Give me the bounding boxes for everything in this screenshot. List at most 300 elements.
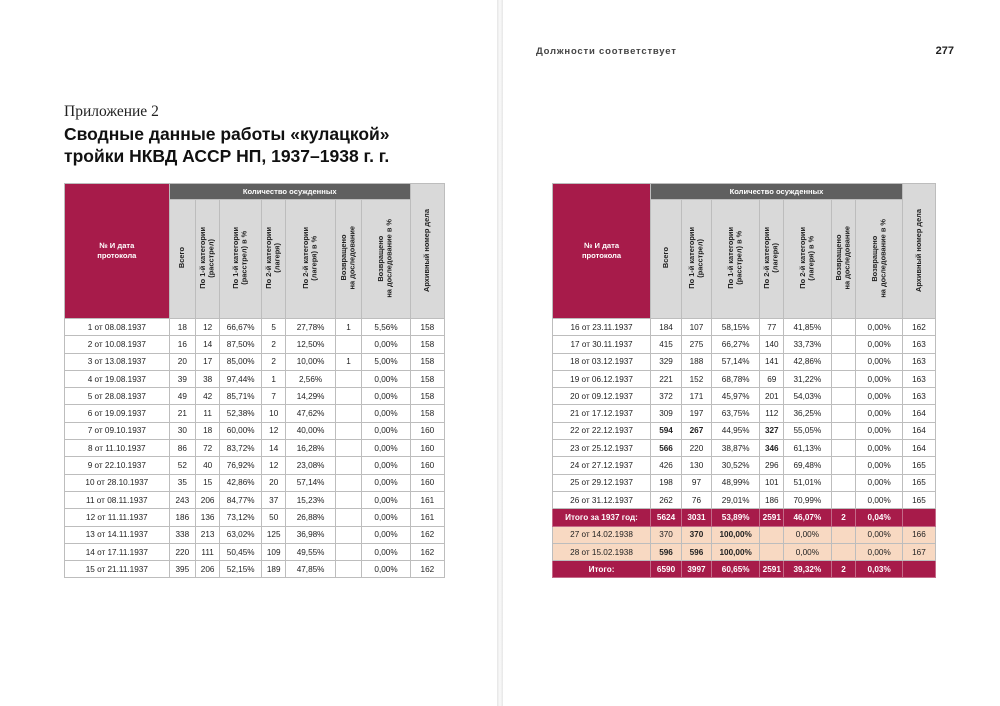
- cat2-pct-cell: 26,88%: [286, 509, 336, 526]
- cat2-cell: 2: [262, 336, 286, 353]
- returned-cell: [831, 422, 856, 439]
- archive-cell: 158: [410, 336, 444, 353]
- cat2-cell: 7: [262, 388, 286, 405]
- table-row: [553, 474, 936, 491]
- cat2-cell: 189: [262, 561, 286, 578]
- total-cell: 184: [651, 319, 682, 336]
- total-cell: 21: [169, 405, 195, 422]
- cat1-pct-cell: 44,95%: [711, 422, 760, 439]
- table-row: [553, 336, 936, 353]
- total-cell: 566: [651, 440, 682, 457]
- cat2-cell: 296: [760, 457, 784, 474]
- cat2-cell: 37: [262, 491, 286, 508]
- cat1-cell: 12: [196, 319, 220, 336]
- appendix-label: Приложение 2: [64, 103, 159, 120]
- cat2-cell: 109: [262, 543, 286, 560]
- cat1-pct-cell: 53,89%: [711, 509, 760, 526]
- returned-cell: [335, 422, 361, 439]
- cat2-pct-cell: 54,03%: [784, 388, 831, 405]
- returned-cell: 2: [831, 561, 856, 578]
- cat2-pct-cell: 12,50%: [286, 336, 336, 353]
- protocol-cell: 28 от 15.02.1938: [553, 543, 651, 560]
- table-row: [553, 353, 936, 370]
- total-cell: 86: [169, 440, 195, 457]
- table-row: [553, 422, 936, 439]
- returned-pct-cell: 0,00%: [362, 561, 411, 578]
- returned-cell: [335, 370, 361, 387]
- cat2-pct-cell: 51,01%: [784, 474, 831, 491]
- total-cell: 243: [169, 491, 195, 508]
- protocol-cell: 5 от 28.08.1937: [65, 388, 170, 405]
- total-cell: 372: [651, 388, 682, 405]
- cat2-cell: 50: [262, 509, 286, 526]
- protocol-cell: 4 от 19.08.1937: [65, 370, 170, 387]
- table-row: [553, 457, 936, 474]
- total-cell: 16: [169, 336, 195, 353]
- cat2-cell: 5: [262, 319, 286, 336]
- left-table: [64, 183, 445, 578]
- returned-pct-cell: 0,00%: [362, 543, 411, 560]
- returned-pct-cell: 0,00%: [856, 543, 902, 560]
- cat1-pct-cell: 48,99%: [711, 474, 760, 491]
- total-cell: 49: [169, 388, 195, 405]
- cat1-pct-cell: 85,00%: [220, 353, 262, 370]
- archive-cell: 160: [410, 440, 444, 457]
- cat1-cell: 14: [196, 336, 220, 353]
- cat2-pct-cell: 2,56%: [286, 370, 336, 387]
- table-row: [553, 405, 936, 422]
- cat2-cell: 10: [262, 405, 286, 422]
- protocol-cell: 2 от 10.08.1937: [65, 336, 170, 353]
- protocol-cell: 15 от 21.11.1937: [65, 561, 170, 578]
- total-cell: 596: [651, 543, 682, 560]
- cat2-pct-cell: 41,85%: [784, 319, 831, 336]
- cat1-cell: 152: [682, 370, 712, 387]
- cat1-pct-cell: 68,78%: [711, 370, 760, 387]
- returned-cell: [335, 561, 361, 578]
- table-row: [65, 405, 445, 422]
- appendix-title: Сводные данные работы «кулацкой» тройки НКВД АССР НП, 1937–1938 г. г.: [64, 124, 390, 166]
- table-row: [65, 336, 445, 353]
- cat2-header: По 2-й категории (лагеря): [760, 200, 784, 319]
- total-cell: 186: [169, 509, 195, 526]
- protocol-cell: 1 от 08.08.1937: [65, 319, 170, 336]
- cat2-cell: 125: [262, 526, 286, 543]
- cat1-cell: 3997: [682, 561, 712, 578]
- convicted-group-header: Количество осужденных: [651, 184, 903, 200]
- returned-pct-cell: 0,00%: [856, 319, 902, 336]
- returned-pct-cell: 0,00%: [362, 388, 411, 405]
- cat1-pct-cell: 42,86%: [220, 474, 262, 491]
- total-cell: 198: [651, 474, 682, 491]
- cat1-pct-cell: 63,02%: [220, 526, 262, 543]
- cat1-pct-cell: 58,15%: [711, 319, 760, 336]
- archive-cell: 164: [902, 422, 935, 439]
- cat1-cell: 267: [682, 422, 712, 439]
- cat1-cell: 111: [196, 543, 220, 560]
- archive-cell: [902, 561, 935, 578]
- protocol-cell: 24 от 27.12.1937: [553, 457, 651, 474]
- total-cell: 426: [651, 457, 682, 474]
- cat2-pct-cell: 23,08%: [286, 457, 336, 474]
- returned-cell: [335, 405, 361, 422]
- returned-pct-cell: 0,00%: [856, 353, 902, 370]
- cat1-pct-header: По 1-й категории (расстрел) в %: [220, 200, 262, 319]
- cat1-cell: 18: [196, 422, 220, 439]
- cat2-pct-header: По 2-й категории (лагеря) в %: [286, 200, 336, 319]
- cat2-cell: 12: [262, 457, 286, 474]
- cat1-cell: 42: [196, 388, 220, 405]
- returned-pct-cell: 0,00%: [362, 491, 411, 508]
- cat2-pct-cell: 15,23%: [286, 491, 336, 508]
- archive-cell: 161: [410, 509, 444, 526]
- cat2-cell: [760, 526, 784, 543]
- cat2-cell: 101: [760, 474, 784, 491]
- returned-cell: [335, 491, 361, 508]
- protocol-cell: Итого:: [553, 561, 651, 578]
- returned-pct-cell: 0,00%: [362, 509, 411, 526]
- archive-header: Архивный номер дела: [410, 184, 444, 319]
- cat1-cell: 275: [682, 336, 712, 353]
- archive-cell: 163: [902, 336, 935, 353]
- returned-cell: 1: [335, 319, 361, 336]
- total-cell: 594: [651, 422, 682, 439]
- archive-cell: 158: [410, 405, 444, 422]
- returned-pct-cell: 0,00%: [362, 336, 411, 353]
- right-table: [552, 183, 936, 578]
- cat1-cell: 206: [196, 561, 220, 578]
- returned-cell: [831, 543, 856, 560]
- cat1-cell: 72: [196, 440, 220, 457]
- returned-pct-cell: 0,00%: [856, 440, 902, 457]
- cat1-cell: 97: [682, 474, 712, 491]
- cat1-cell: 76: [682, 491, 712, 508]
- returned-cell: [335, 336, 361, 353]
- protocol-cell: Итого за 1937 год:: [553, 509, 651, 526]
- archive-cell: 163: [902, 353, 935, 370]
- protocol-cell: 13 от 14.11.1937: [65, 526, 170, 543]
- table-row: [65, 457, 445, 474]
- protocol-cell: 9 от 22.10.1937: [65, 457, 170, 474]
- cat1-cell: 17: [196, 353, 220, 370]
- table-row: [553, 543, 936, 560]
- total-header: Всего: [169, 200, 195, 319]
- cat1-pct-cell: 30,52%: [711, 457, 760, 474]
- archive-cell: 165: [902, 491, 935, 508]
- cat2-pct-cell: 36,98%: [286, 526, 336, 543]
- cat2-cell: 327: [760, 422, 784, 439]
- protocol-header: № И дата протокола: [65, 184, 170, 319]
- table-row: [553, 370, 936, 387]
- protocol-cell: 17 от 30.11.1937: [553, 336, 651, 353]
- archive-cell: 162: [410, 543, 444, 560]
- returned-pct-cell: 0,00%: [856, 422, 902, 439]
- cat2-cell: 2: [262, 353, 286, 370]
- cat1-cell: 220: [682, 440, 712, 457]
- cat2-pct-cell: 61,13%: [784, 440, 831, 457]
- cat2-cell: 186: [760, 491, 784, 508]
- cat2-pct-cell: 55,05%: [784, 422, 831, 439]
- returned-pct-cell: 0,00%: [362, 405, 411, 422]
- cat2-cell: 1: [262, 370, 286, 387]
- table-row: [65, 526, 445, 543]
- cat1-cell: 370: [682, 526, 712, 543]
- cat1-cell: 596: [682, 543, 712, 560]
- returned-pct-cell: 0,00%: [856, 474, 902, 491]
- cat1-pct-cell: 83,72%: [220, 440, 262, 457]
- total-cell: 221: [651, 370, 682, 387]
- archive-cell: 158: [410, 319, 444, 336]
- cat2-pct-cell: 36,25%: [784, 405, 831, 422]
- cat1-cell: 171: [682, 388, 712, 405]
- cat1-cell: 136: [196, 509, 220, 526]
- protocol-cell: 18 от 03.12.1937: [553, 353, 651, 370]
- cat2-cell: 141: [760, 353, 784, 370]
- cat2-pct-cell: 70,99%: [784, 491, 831, 508]
- returned-pct-cell: 5,56%: [362, 319, 411, 336]
- total-cell: 18: [169, 319, 195, 336]
- cat2-pct-cell: 39,32%: [784, 561, 831, 578]
- archive-cell: 163: [902, 370, 935, 387]
- archive-header: Архивный номер дела: [902, 184, 935, 319]
- total-cell: 20: [169, 353, 195, 370]
- table-row: [553, 526, 936, 543]
- cat1-pct-cell: 97,44%: [220, 370, 262, 387]
- cat1-header: По 1-й категории (расстрел): [196, 200, 220, 319]
- right-table-body: [553, 319, 936, 578]
- archive-cell: 162: [410, 561, 444, 578]
- cat1-cell: 206: [196, 491, 220, 508]
- returned-cell: [335, 440, 361, 457]
- protocol-cell: 3 от 13.08.1937: [65, 353, 170, 370]
- cat1-pct-cell: 29,01%: [711, 491, 760, 508]
- protocol-cell: 11 от 08.11.1937: [65, 491, 170, 508]
- protocol-cell: 19 от 06.12.1937: [553, 370, 651, 387]
- cat1-pct-cell: 52,15%: [220, 561, 262, 578]
- archive-cell: 165: [902, 457, 935, 474]
- archive-cell: 164: [902, 405, 935, 422]
- total-cell: 39: [169, 370, 195, 387]
- cat1-pct-cell: 76,92%: [220, 457, 262, 474]
- table-row: [65, 440, 445, 457]
- convicted-group-header: Количество осужденных: [169, 184, 410, 200]
- archive-cell: 158: [410, 353, 444, 370]
- cat1-pct-cell: 60,65%: [711, 561, 760, 578]
- returned-pct-cell: 0,00%: [362, 457, 411, 474]
- cat1-header: По 1-й категории (расстрел): [682, 200, 712, 319]
- protocol-cell: 6 от 19.09.1937: [65, 405, 170, 422]
- returned-cell: [831, 319, 856, 336]
- cat1-pct-cell: 60,00%: [220, 422, 262, 439]
- cat2-pct-cell: 42,86%: [784, 353, 831, 370]
- cat2-pct-cell: 40,00%: [286, 422, 336, 439]
- archive-cell: 158: [410, 370, 444, 387]
- cat1-pct-cell: 45,97%: [711, 388, 760, 405]
- cat1-pct-header: По 1-й категории (расстрел) в %: [711, 200, 760, 319]
- protocol-cell: 23 от 25.12.1937: [553, 440, 651, 457]
- cat2-cell: 2591: [760, 561, 784, 578]
- protocol-cell: 12 от 11.11.1937: [65, 509, 170, 526]
- returned-pct-cell: 0,00%: [362, 370, 411, 387]
- table-row: [65, 474, 445, 491]
- archive-cell: 160: [410, 474, 444, 491]
- cat2-cell: 2591: [760, 509, 784, 526]
- total-cell: 5624: [651, 509, 682, 526]
- cat2-pct-cell: 47,85%: [286, 561, 336, 578]
- returned-cell: [831, 491, 856, 508]
- table-row: [553, 388, 936, 405]
- cat2-pct-cell: 47,62%: [286, 405, 336, 422]
- table-row: [65, 543, 445, 560]
- table-row: [553, 319, 936, 336]
- returned-cell: [335, 509, 361, 526]
- table-row: [65, 388, 445, 405]
- cat2-pct-cell: 33,73%: [784, 336, 831, 353]
- returned-pct-cell: 0,00%: [856, 370, 902, 387]
- protocol-cell: 14 от 17.11.1937: [65, 543, 170, 560]
- archive-cell: 160: [410, 457, 444, 474]
- table-row: [65, 319, 445, 336]
- cat2-pct-cell: 16,28%: [286, 440, 336, 457]
- archive-cell: 163: [902, 388, 935, 405]
- returned-cell: [335, 543, 361, 560]
- archive-cell: 160: [410, 422, 444, 439]
- protocol-cell: 7 от 09.10.1937: [65, 422, 170, 439]
- cat1-cell: 38: [196, 370, 220, 387]
- archive-cell: 162: [902, 319, 935, 336]
- returned-cell: [831, 457, 856, 474]
- cat1-cell: 197: [682, 405, 712, 422]
- cat1-pct-cell: 50,45%: [220, 543, 262, 560]
- archive-cell: 167: [902, 543, 935, 560]
- returned-pct-header: Возвращено на доследование в %: [362, 200, 411, 319]
- returned-pct-cell: 0,00%: [856, 526, 902, 543]
- table-row: [553, 491, 936, 508]
- total-cell: 370: [651, 526, 682, 543]
- cat2-pct-cell: 14,29%: [286, 388, 336, 405]
- total-cell: 309: [651, 405, 682, 422]
- returned-cell: [831, 405, 856, 422]
- cat2-pct-cell: 0,00%: [784, 543, 831, 560]
- cat2-pct-cell: 27,78%: [286, 319, 336, 336]
- returned-pct-cell: 0,03%: [856, 561, 902, 578]
- returned-pct-header: Возвращено на доследование в %: [856, 200, 902, 319]
- returned-pct-cell: 0,00%: [856, 457, 902, 474]
- returned-cell: [831, 353, 856, 370]
- returned-cell: [335, 388, 361, 405]
- protocol-cell: 26 от 31.12.1937: [553, 491, 651, 508]
- total-cell: 329: [651, 353, 682, 370]
- returned-cell: [831, 336, 856, 353]
- protocol-cell: 22 от 22.12.1937: [553, 422, 651, 439]
- returned-cell: [335, 457, 361, 474]
- returned-cell: [831, 526, 856, 543]
- returned-pct-cell: 0,00%: [362, 422, 411, 439]
- cat2-cell: 69: [760, 370, 784, 387]
- protocol-cell: 25 от 29.12.1937: [553, 474, 651, 491]
- table-row: [553, 440, 936, 457]
- cat1-pct-cell: 66,27%: [711, 336, 760, 353]
- returned-cell: 2: [831, 509, 856, 526]
- cat2-cell: 112: [760, 405, 784, 422]
- archive-cell: 166: [902, 526, 935, 543]
- cat2-pct-header: По 2-й категории (лагеря) в %: [784, 200, 831, 319]
- archive-cell: 164: [902, 440, 935, 457]
- total-cell: 338: [169, 526, 195, 543]
- table-row: [65, 509, 445, 526]
- cat1-pct-cell: 57,14%: [711, 353, 760, 370]
- cat1-pct-cell: 66,67%: [220, 319, 262, 336]
- cat1-cell: 3031: [682, 509, 712, 526]
- returned-pct-cell: 5,00%: [362, 353, 411, 370]
- returned-pct-cell: 0,00%: [362, 474, 411, 491]
- returned-cell: [335, 526, 361, 543]
- cat1-pct-cell: 85,71%: [220, 388, 262, 405]
- cat2-pct-cell: 10,00%: [286, 353, 336, 370]
- cat1-pct-cell: 87,50%: [220, 336, 262, 353]
- cat1-pct-cell: 63,75%: [711, 405, 760, 422]
- total-row: [553, 509, 936, 526]
- returned-cell: [831, 474, 856, 491]
- returned-cell: [831, 440, 856, 457]
- total-cell: 35: [169, 474, 195, 491]
- table-row: [65, 491, 445, 508]
- cat2-pct-cell: 31,22%: [784, 370, 831, 387]
- cat1-cell: 15: [196, 474, 220, 491]
- cat1-cell: 130: [682, 457, 712, 474]
- cat2-pct-cell: 49,55%: [286, 543, 336, 560]
- cat2-cell: 201: [760, 388, 784, 405]
- cat1-pct-cell: 38,87%: [711, 440, 760, 457]
- archive-cell: [902, 509, 935, 526]
- cat1-cell: 11: [196, 405, 220, 422]
- cat1-pct-cell: 73,12%: [220, 509, 262, 526]
- cat2-pct-cell: 0,00%: [784, 526, 831, 543]
- total-header: Всего: [651, 200, 682, 319]
- archive-cell: 158: [410, 388, 444, 405]
- total-cell: 30: [169, 422, 195, 439]
- cat1-cell: 40: [196, 457, 220, 474]
- cat1-pct-cell: 52,38%: [220, 405, 262, 422]
- protocol-cell: 10 от 28.10.1937: [65, 474, 170, 491]
- protocol-header: № И дата протокола: [553, 184, 651, 319]
- cat1-pct-cell: 100,00%: [711, 543, 760, 560]
- cat2-pct-cell: 46,07%: [784, 509, 831, 526]
- protocol-cell: 16 от 23.11.1937: [553, 319, 651, 336]
- table-row: [65, 561, 445, 578]
- returned-cell: [831, 370, 856, 387]
- cat2-pct-cell: 69,48%: [784, 457, 831, 474]
- cat1-pct-cell: 100,00%: [711, 526, 760, 543]
- protocol-cell: 8 от 11.10.1937: [65, 440, 170, 457]
- archive-cell: 161: [410, 491, 444, 508]
- returned-pct-cell: 0,00%: [856, 405, 902, 422]
- cat2-cell: 20: [262, 474, 286, 491]
- cat2-cell: 14: [262, 440, 286, 457]
- returned-pct-cell: 0,00%: [362, 440, 411, 457]
- cat1-cell: 188: [682, 353, 712, 370]
- table-row: [65, 370, 445, 387]
- cat2-cell: 12: [262, 422, 286, 439]
- returned-header: Возвращено на доследование: [335, 200, 361, 319]
- protocol-cell: 27 от 14.02.1938: [553, 526, 651, 543]
- returned-pct-cell: 0,00%: [856, 336, 902, 353]
- cat1-pct-cell: 84,77%: [220, 491, 262, 508]
- cat1-cell: 213: [196, 526, 220, 543]
- archive-cell: 165: [902, 474, 935, 491]
- cat2-cell: 77: [760, 319, 784, 336]
- total-cell: 262: [651, 491, 682, 508]
